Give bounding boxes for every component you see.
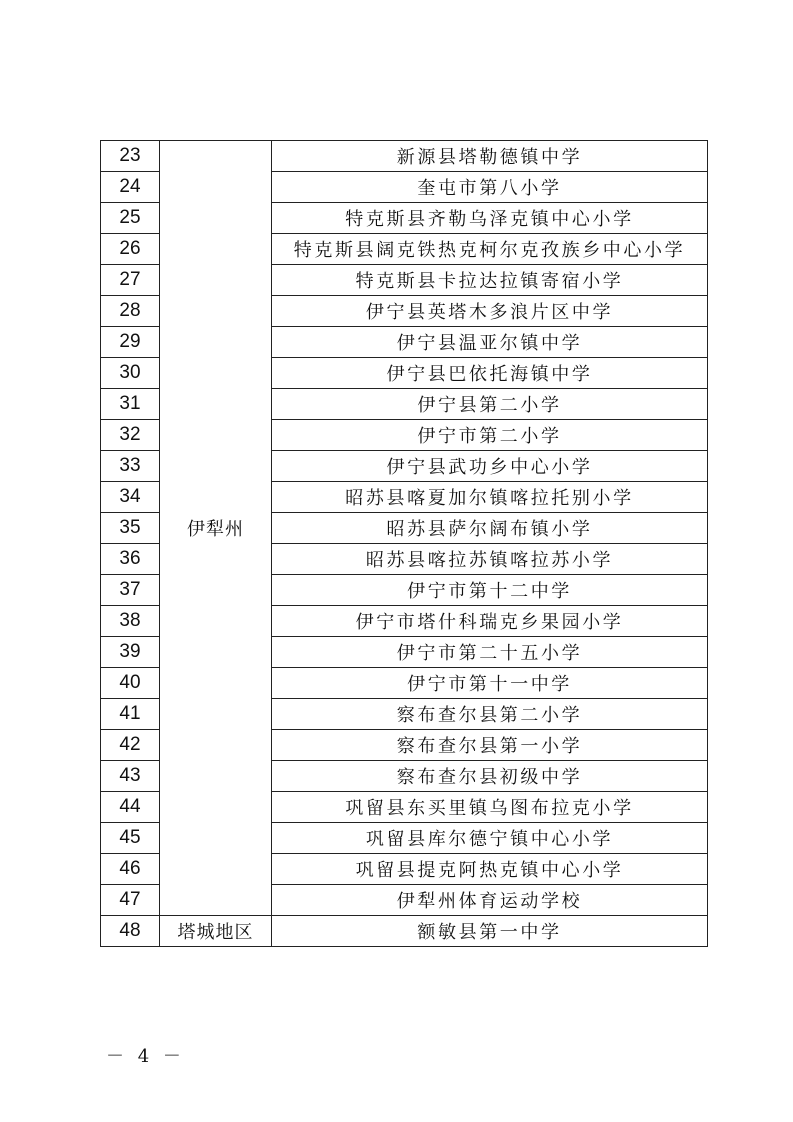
- row-number: 25: [101, 203, 160, 234]
- school-list-table: [100, 140, 708, 947]
- school-name: 察布查尔县第二小学: [272, 699, 708, 730]
- school-name: 察布查尔县初级中学: [272, 761, 708, 792]
- school-name: 昭苏县萨尔阔布镇小学: [272, 513, 708, 544]
- row-number: 24: [101, 172, 160, 203]
- school-name: 伊宁县第二小学: [272, 389, 708, 420]
- row-number: 46: [101, 854, 160, 885]
- school-name: 特克斯县卡拉达拉镇寄宿小学: [272, 265, 708, 296]
- row-number: 28: [101, 296, 160, 327]
- row-number: 37: [101, 575, 160, 606]
- row-number: 34: [101, 482, 160, 513]
- school-name: 察布查尔县第一小学: [272, 730, 708, 761]
- school-name: 额敏县第一中学: [272, 916, 708, 947]
- school-name: 奎屯市第八小学: [272, 172, 708, 203]
- school-name: 特克斯县阔克铁热克柯尔克孜族乡中心小学: [272, 234, 708, 265]
- school-name: 新源县塔勒德镇中学: [272, 141, 708, 172]
- school-name: 伊犁州体育运动学校: [272, 885, 708, 916]
- school-name: 伊宁县巴依托海镇中学: [272, 358, 708, 389]
- row-number: 31: [101, 389, 160, 420]
- row-number: 47: [101, 885, 160, 916]
- row-number: 42: [101, 730, 160, 761]
- row-number: 30: [101, 358, 160, 389]
- row-number: 27: [101, 265, 160, 296]
- row-number: 48: [101, 916, 160, 947]
- school-name: 伊宁县武功乡中心小学: [272, 451, 708, 482]
- row-number: 26: [101, 234, 160, 265]
- row-number: 38: [101, 606, 160, 637]
- table-row: [101, 141, 708, 172]
- row-number: 45: [101, 823, 160, 854]
- table-row: [101, 916, 708, 947]
- row-number: 43: [101, 761, 160, 792]
- row-number: 33: [101, 451, 160, 482]
- school-name: 伊宁市第二十五小学: [272, 637, 708, 668]
- school-name: 巩留县库尔德宁镇中心小学: [272, 823, 708, 854]
- school-name: 伊宁市第十二中学: [272, 575, 708, 606]
- row-number: 29: [101, 327, 160, 358]
- row-number: 35: [101, 513, 160, 544]
- row-number: 39: [101, 637, 160, 668]
- school-name: 伊宁市第二小学: [272, 420, 708, 451]
- school-name: 特克斯县齐勒乌泽克镇中心小学: [272, 203, 708, 234]
- row-number: 36: [101, 544, 160, 575]
- region-cell-tacheng: 塔城地区: [160, 916, 272, 947]
- school-name: 巩留县东买里镇乌图布拉克小学: [272, 792, 708, 823]
- row-number: 23: [101, 141, 160, 172]
- school-name: 巩留县提克阿热克镇中心小学: [272, 854, 708, 885]
- school-name: 伊宁市塔什科瑞克乡果园小学: [272, 606, 708, 637]
- school-name: 昭苏县喀夏加尔镇喀拉托别小学: [272, 482, 708, 513]
- school-name: 昭苏县喀拉苏镇喀拉苏小学: [272, 544, 708, 575]
- row-number: 32: [101, 420, 160, 451]
- page-number: － 4 －: [106, 1046, 185, 1067]
- row-number: 44: [101, 792, 160, 823]
- row-number: 40: [101, 668, 160, 699]
- school-name: 伊宁县英塔木多浪片区中学: [272, 296, 708, 327]
- row-number: 41: [101, 699, 160, 730]
- school-name: 伊宁市第十一中学: [272, 668, 708, 699]
- region-cell-yili: 伊犁州: [160, 141, 272, 916]
- school-name: 伊宁县温亚尔镇中学: [272, 327, 708, 358]
